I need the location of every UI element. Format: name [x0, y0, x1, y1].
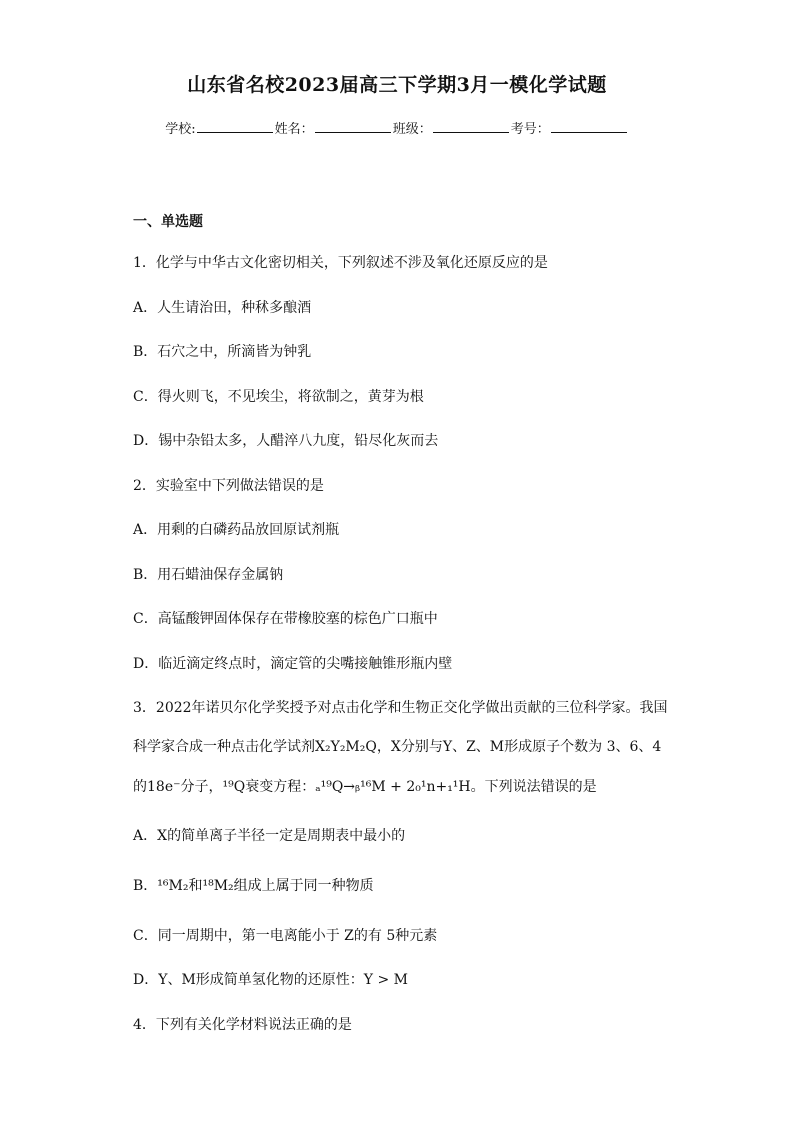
q2-stem: 2．实验室中下列做法错误的是: [133, 478, 324, 494]
q2-option-d: D．临近滴定终点时，滴定管的尖嘴接触锥形瓶内壁: [133, 656, 453, 672]
q3-line-2-rest: ，X分别与Y、Z、M形成原子个数为 3、6、4: [376, 739, 662, 755]
q3-option-b: [133, 875, 374, 895]
reagent-formula: X₂Y₂M₂Q: [315, 739, 377, 755]
page-title: 山东省名校2023届高三下学期3月一模化学试题: [187, 74, 607, 96]
q3-line-3-rest: 。下列说法错误的是: [470, 779, 597, 795]
q2-option-b: B．用石蜡油保存金属钠: [133, 567, 284, 583]
q3-option-d: D．Y、M形成简单氢化物的还原性：Y > M: [133, 972, 409, 988]
name-label: 姓名：: [274, 122, 314, 137]
q3-line-3: [133, 776, 597, 796]
exam-number-blank: [551, 120, 627, 133]
q3-line-3-mid: 衰变方程：: [245, 779, 316, 795]
q2-option-a: A．用剩的白磷药品放回原试剂瓶: [133, 522, 340, 538]
q3-option-b-letter: B．: [133, 878, 158, 894]
q3-option-a: A．X的简单离子半径一定是周期表中最小的: [133, 828, 406, 844]
isotope-q: ¹⁹Q: [222, 779, 246, 795]
q3-option-c: C．同一周期中，第一电离能小于 Z的有 5种元素: [133, 928, 438, 944]
q1-option-d: D．锡中杂铅太多，人醋淬八九度，铅尽化灰而去: [133, 433, 439, 449]
school-blank: [197, 120, 273, 133]
q1-stem: 1．化学与中华古文化密切相关，下列叙述不涉及氧化还原反应的是: [133, 255, 548, 271]
school-label: 学校:: [165, 122, 196, 137]
q3-line-3-text: 的18e⁻分子，: [133, 779, 223, 795]
class-label: 班级：: [392, 122, 432, 137]
exam-number-label: 考号：: [510, 122, 550, 137]
q1-option-b: B．石穴之中，所滴皆为钟乳: [133, 344, 312, 360]
name-blank: [315, 120, 391, 133]
q3-line-1: 3．2022年诺贝尔化学奖授予对点击化学和生物正交化学做出贡献的三位科学家。我国: [133, 700, 668, 716]
q3-option-b-rest: 组成上属于同一种物质: [233, 878, 374, 894]
student-info-row: [0, 118, 794, 137]
q3-line-2: [133, 736, 661, 756]
q2-option-c: C．高锰酸钾固体保存在带橡胶塞的棕色广口瓶中: [133, 611, 438, 627]
section-title: 一、单选题: [133, 214, 203, 230]
class-blank: [433, 120, 509, 133]
decay-equation: ₐ¹⁹Q→ᵦ¹⁶M + 2₀¹n+₁¹H: [315, 779, 471, 795]
q4-stem: 4．下列有关化学材料说法正确的是: [133, 1017, 352, 1033]
isotope-formula: ¹⁶M₂和¹⁸M₂: [157, 878, 234, 894]
q3-line-2-text: 科学家合成一种点击化学试剂: [133, 739, 315, 755]
q1-option-a: A．人生请治田，种秫多酿酒: [133, 300, 312, 316]
q1-option-c: C．得火则飞，不见埃尘，将欲制之，黄芽为根: [133, 389, 424, 405]
